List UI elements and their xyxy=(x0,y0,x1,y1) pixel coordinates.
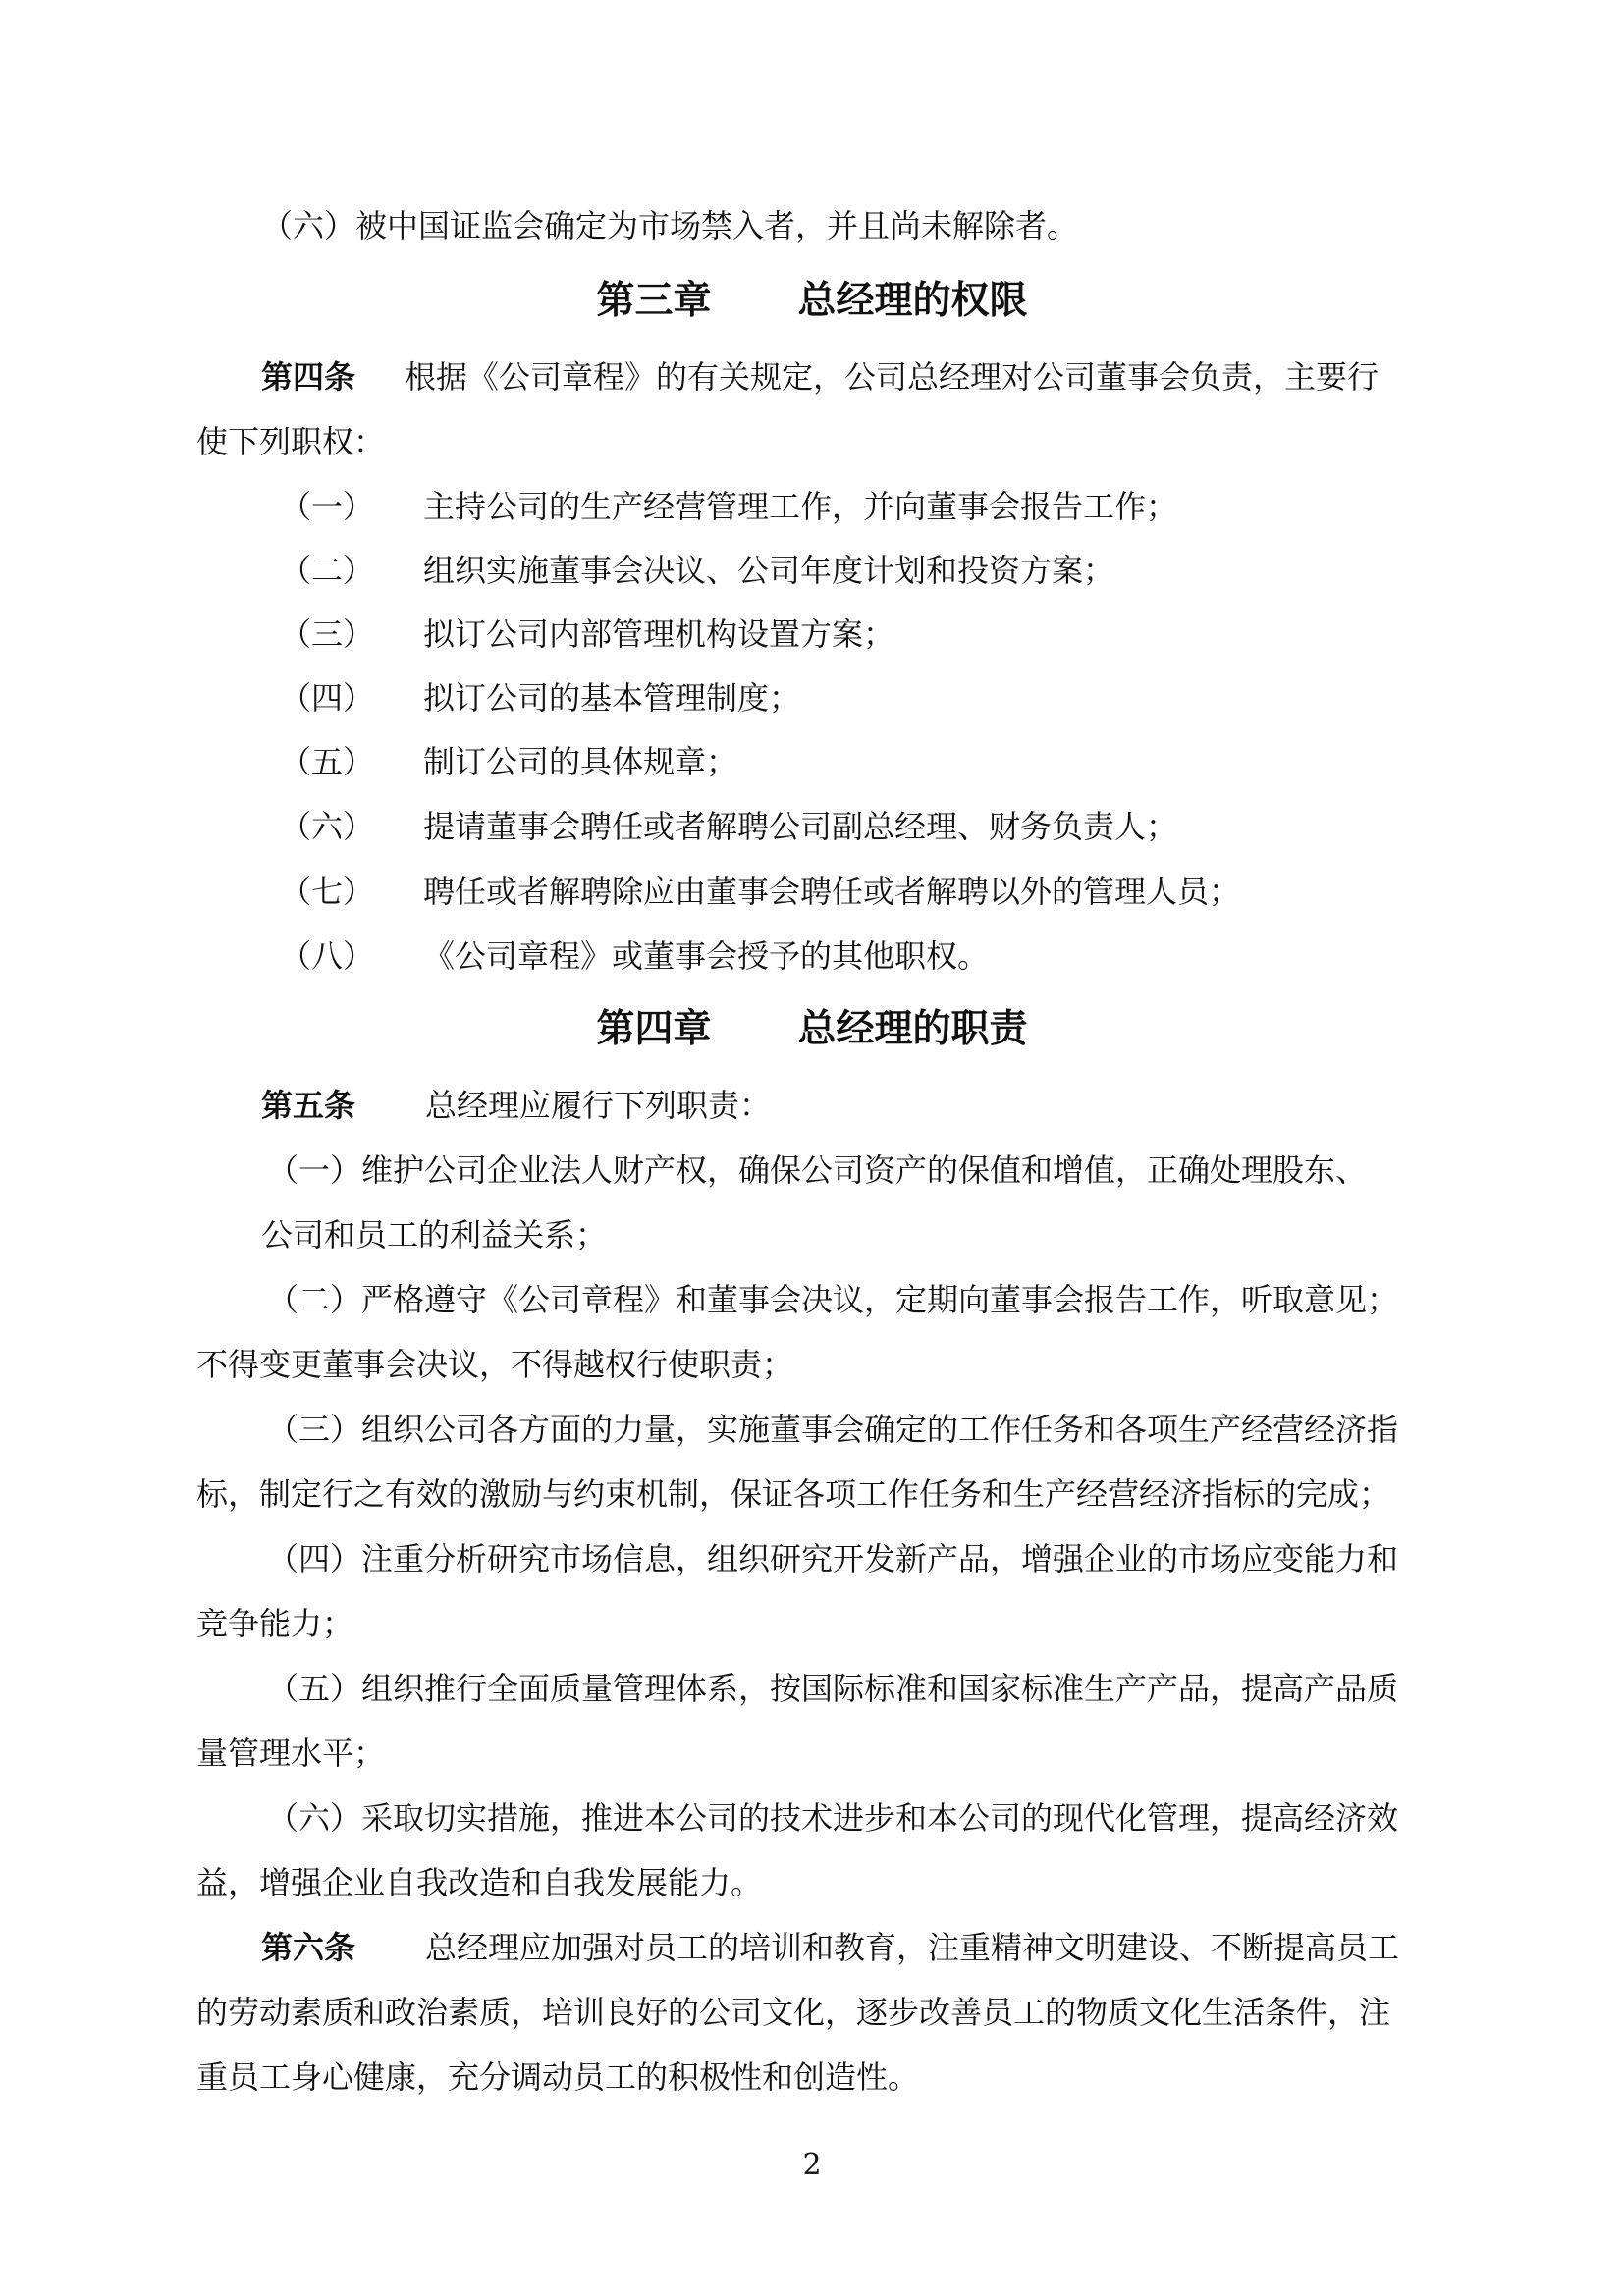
article-6-line-2: 的劳动素质和政治素质，培训良好的公司文化，逐步改善员工的物质文化生活条件，注 xyxy=(196,1994,1391,2031)
article-4-item-5 xyxy=(280,742,737,781)
item-text: 提请董事会聘任或者解聘公司副总经理、财务负责人； xyxy=(423,808,1178,845)
chapter-3-title: 总经理的权限 xyxy=(797,278,1028,323)
article-5-para-1-line-1: （一）维护公司企业法人财产权，确保公司资产的保值和增值，正确处理股东、 xyxy=(267,1151,1368,1189)
article-4-line-1 xyxy=(261,357,1379,397)
article-5-para-6-line-2: 益，增强企业自我改造和自我发展能力。 xyxy=(196,1864,763,1901)
article-4-line-2: 使下列职权： xyxy=(196,423,386,460)
page-number: 2 xyxy=(802,2148,822,2182)
chapter-4-number: 第四章 xyxy=(596,1006,712,1051)
item-number: （四） xyxy=(280,679,375,717)
article-4-item-8 xyxy=(280,936,989,976)
article-5-para-4-line-2: 竞争能力； xyxy=(196,1605,354,1642)
article-5-para-1-line-2: 公司和员工的利益关系； xyxy=(261,1216,608,1254)
article-4-item-6 xyxy=(280,807,1177,846)
article-6-line-1 xyxy=(261,1928,1399,1967)
chapter-3-heading xyxy=(0,277,1624,324)
item-text: 拟订公司内部管理机构设置方案； xyxy=(423,615,895,653)
article-5-para-5-line-1: （五）组织推行全面质量管理体系，按国际标准和国家标准生产产品，提高产品质 xyxy=(267,1670,1399,1707)
item-text: 拟订公司的基本管理制度； xyxy=(423,679,801,717)
item-number: （三） xyxy=(280,615,375,653)
article-5-para-2-line-2: 不得变更董事会决议，不得越权行使职责； xyxy=(196,1346,794,1383)
item-number: （七） xyxy=(280,873,375,910)
item-text: 组织实施董事会决议、公司年度计划和投资方案； xyxy=(423,552,1115,589)
article-5-para-2-line-1: （二）严格遵守《公司章程》和董事会决议，定期向董事会报告工作，听取意见； xyxy=(267,1281,1399,1318)
article-5-para-4-line-1: （四）注重分析研究市场信息，组织研究开发新产品，增强企业的市场应变能力和 xyxy=(267,1540,1399,1577)
item-text: 聘任或者解聘除应由董事会聘任或者解聘以外的管理人员； xyxy=(423,873,1241,910)
article-5-para-5-line-2: 量管理水平； xyxy=(196,1735,386,1772)
article-5-para-3-line-1: （三）组织公司各方面的力量，实施董事会确定的工作任务和各项生产经营经济指 xyxy=(267,1411,1399,1448)
intro-line: （六）被中国证监会确定为市场禁入者，并且尚未解除者。 xyxy=(261,207,1079,244)
item-text: 《公司章程》或董事会授予的其他职权。 xyxy=(423,937,990,975)
chapter-3-number: 第三章 xyxy=(596,278,712,323)
article-5-label: 第五条 xyxy=(261,1087,356,1124)
article-4-item-3 xyxy=(280,614,894,654)
article-4-item-7 xyxy=(280,872,1240,911)
article-5-line xyxy=(261,1086,771,1125)
article-6-label: 第六条 xyxy=(261,1929,356,1966)
item-number: （二） xyxy=(280,552,375,589)
item-number: （五） xyxy=(280,743,375,780)
chapter-4-title: 总经理的职责 xyxy=(797,1006,1028,1051)
article-5-para-3-line-2: 标，制定行之有效的激励与约束机制，保证各项工作任务和生产经营经济指标的完成； xyxy=(196,1475,1391,1513)
article-4-label: 第四条 xyxy=(261,358,356,396)
article-4-item-4 xyxy=(280,678,800,718)
item-text: 主持公司的生产经营管理工作，并向董事会报告工作； xyxy=(423,488,1178,525)
article-5-para-6-line-1: （六）采取切实措施，推进本公司的技术进步和本公司的现代化管理，提高经济效 xyxy=(267,1799,1399,1837)
article-6-line-3: 重员工身心健康，充分调动员工的积极性和创造性。 xyxy=(196,2058,920,2096)
article-4-item-2 xyxy=(280,551,1114,590)
chapter-4-heading xyxy=(0,1005,1624,1052)
item-number: （六） xyxy=(280,808,375,845)
item-number: （一） xyxy=(280,488,375,525)
article-4-item-1 xyxy=(280,487,1177,526)
article-4-text-1: 根据《公司章程》的有关规定，公司总经理对公司董事会负责，主要行 xyxy=(405,358,1380,396)
article-5-text: 总经理应履行下列职责： xyxy=(425,1087,772,1124)
item-number: （八） xyxy=(280,937,375,975)
article-6-text-1: 总经理应加强对员工的培训和教育，注重精神文明建设、不断提高员工 xyxy=(425,1929,1400,1966)
item-text: 制订公司的具体规章； xyxy=(423,743,738,780)
